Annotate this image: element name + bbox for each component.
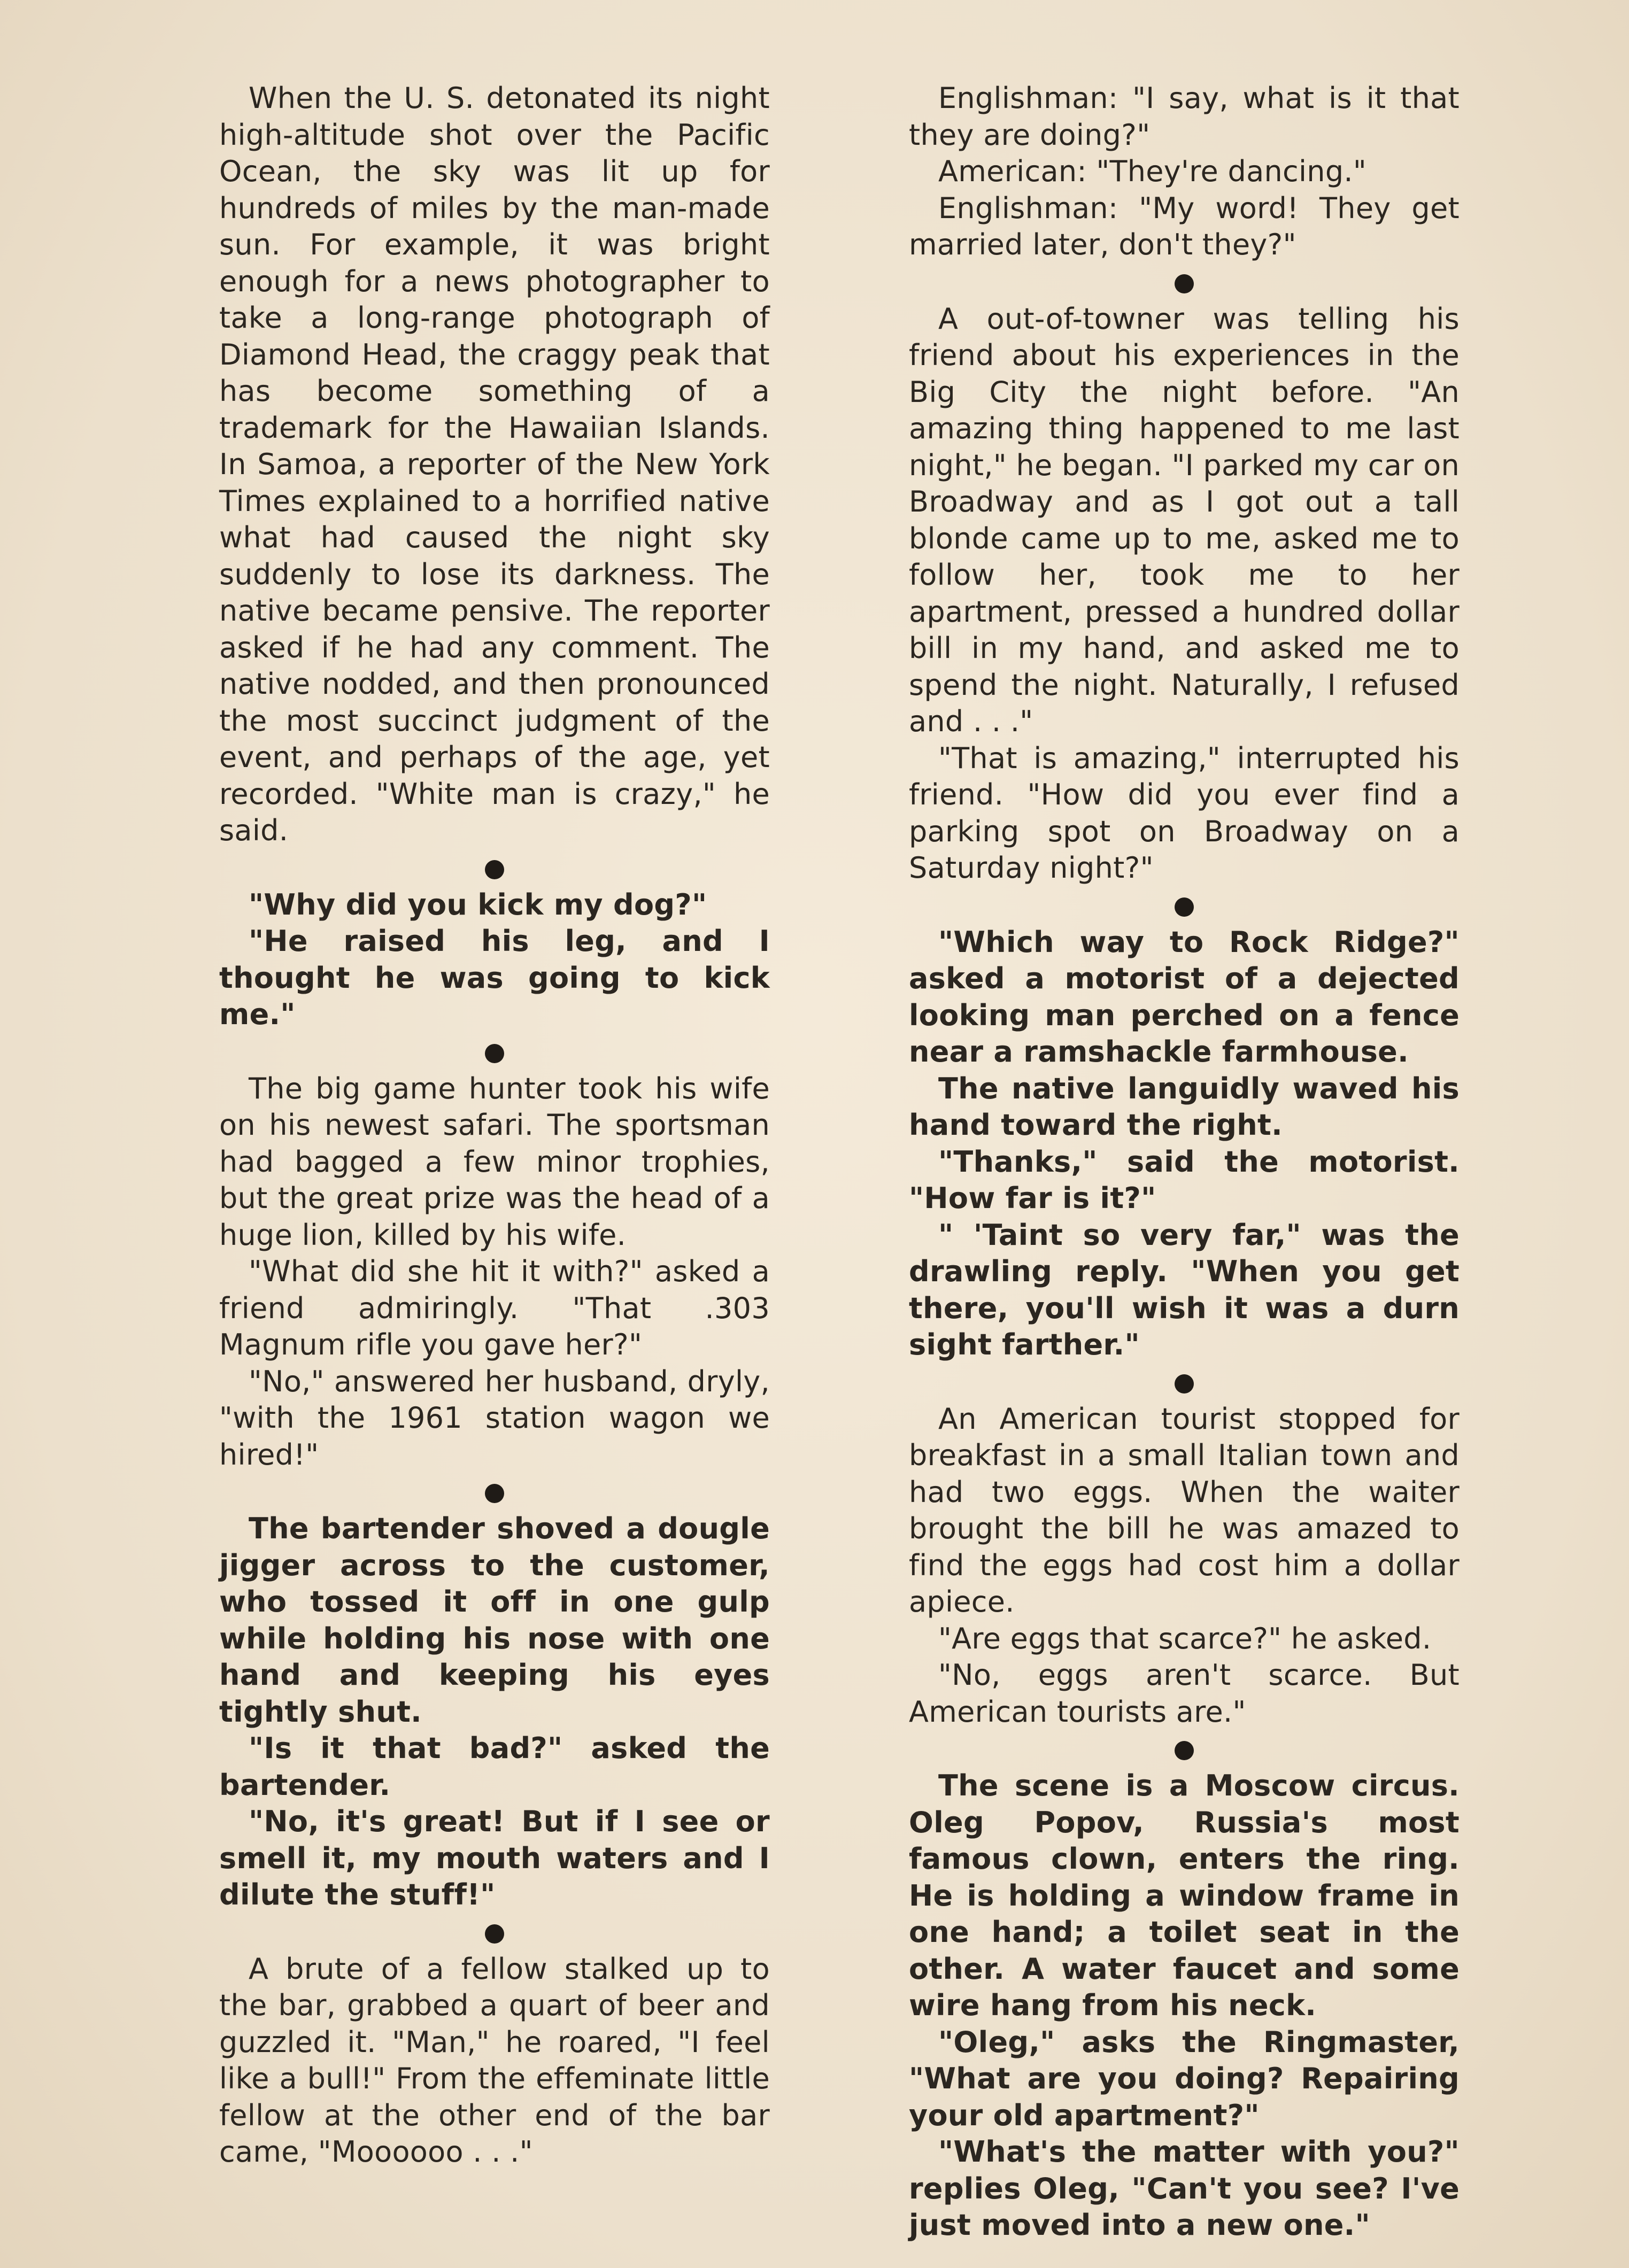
paragraph: American: "They're dancing." xyxy=(938,154,1366,188)
paragraph: A brute of a fellow stalked up to the bar, grabbed a quart of beer and guzzled it. "Man," he roared, "I feel like a bull!" From the effeminate little fellow at the other end of the bar came, "Moooooo . . ." xyxy=(219,1952,770,2169)
anecdote-italian-eggs xyxy=(909,1401,1460,1731)
anecdote-moscow-circus xyxy=(909,1768,1460,2244)
paragraph: "Why did you kick my dog?" xyxy=(249,887,707,922)
anecdote-englishman xyxy=(909,80,1460,264)
paragraph: "What's the matter with you?" replies Oleg, "Can't you see? I've just moved into a new one." xyxy=(909,2135,1460,2242)
paragraph: "Oleg," asks the Ringmaster, "What are you doing? Repairing your old apartment?" xyxy=(909,2025,1460,2132)
anecdote-bartender xyxy=(219,1511,770,1914)
paragraph: "No, it's great! But if I see or smell it, my mouth waters and I dilute the stuff!" xyxy=(219,1805,770,1911)
paragraph: A out-of-towner was telling his friend about his experiences in the Big City the night before. "An amazing thing happened to me last night," he began. "I parked my car on Broadway and as I got out a tall blonde came up to me, asked me to follow her, took me to her apartment, pressed a hundred dollar bill in my hand, and asked me to spend the night. Naturally, I refused and . . ." xyxy=(909,301,1460,738)
paragraph: The big game hunter took his wife on his newest safari. The sportsman had bagged a few minor trophies, but the great prize was the head of a huge lion, killed by his wife. xyxy=(219,1071,770,1252)
paragraph: " 'Taint so very far," was the drawling reply. "When you get there, you'll wish it was a durn sight farther." xyxy=(909,1218,1460,1361)
paragraph: "Is it that bad?" asked the bartender. xyxy=(219,1731,770,1802)
paragraph: "That is amazing," interrupted his friend. "How did you ever find a parking spot on Broadway on a Saturday night?" xyxy=(909,741,1460,885)
paragraph: "Are eggs that scarce?" he asked. xyxy=(938,1621,1432,1655)
paragraph: Englishman: "I say, what is it that they are doing?" xyxy=(909,81,1460,152)
paragraph: The bartender shoved a dougle jigger across to the customer, who tossed it off in one gulp while holding his nose with one hand and keeping his eyes tightly shut. xyxy=(219,1512,770,1729)
left-column xyxy=(219,80,770,2171)
anecdote-nuclear-test xyxy=(219,80,770,849)
anecdote-out-of-towner xyxy=(909,301,1460,887)
right-column xyxy=(909,80,1460,2244)
section-separator-dot xyxy=(485,1044,504,1063)
paragraph: "No, eggs aren't scarce. But American tourists are." xyxy=(909,1658,1460,1729)
paragraph: "What did she hit it with?" asked a friend admiringly. "That .303 Magnum rifle you gave her?" xyxy=(219,1255,770,1361)
section-separator-dot xyxy=(1175,1374,1194,1394)
anecdote-safari xyxy=(219,1071,770,1474)
section-separator-dot xyxy=(1175,274,1194,293)
section-separator-dot xyxy=(1175,897,1194,917)
paragraph: "No," answered her husband, dryly, "with the 1961 station wagon we hired!" xyxy=(219,1364,770,1472)
section-separator-dot xyxy=(485,1924,504,1944)
paragraph: An American tourist stopped for breakfast in a small Italian town and had two eggs. When the waiter brought the bill he was amazed to find the eggs had cost him a dollar apiece. xyxy=(909,1402,1460,1619)
section-separator-dot xyxy=(1175,1741,1194,1760)
paragraph: The scene is a Moscow circus. Oleg Popov, Russia's most famous clown, enters the ring. He is holding a window frame in one hand; a toilet seat in the other. A water faucet and some wire hang from his neck. xyxy=(909,1769,1460,2022)
paragraph: "He raised his leg, and I thought he was going to kick me." xyxy=(219,924,770,1031)
paragraph: When the U. S. detonated its night high-altitude shot over the Pacific Ocean, the sky was lit up for hundreds of miles by the man-made sun. For example, it was bright enough for a news photographer to take a long-range photograph of Diamond Head, the craggy peak that has become something of a trademark for the Hawaiian Islands. In Samoa, a reporter of the New York Times explained to a horrified native what had caused the night sky suddenly to lose its darkness. The native became pensive. The reporter asked if he had any comment. The native nodded, and then pronounced the most succinct judgment of the event, and perhaps of the age, yet recorded. "White man is crazy," he said. xyxy=(219,81,770,847)
anecdote-rock-ridge xyxy=(909,924,1460,1364)
anecdote-kick-dog xyxy=(219,887,770,1033)
paragraph: "Which way to Rock Ridge?" asked a motorist of a dejected looking man perched on a fence near a ramshackle farmhouse. xyxy=(909,925,1460,1069)
anecdote-bull xyxy=(219,1951,770,2171)
paragraph: The native languidly waved his hand toward the right. xyxy=(909,1071,1460,1142)
paragraph: Englishman: "My word! They get married later, don't they?" xyxy=(909,191,1460,261)
paragraph: "Thanks," said the motorist. "How far is it?" xyxy=(909,1144,1460,1215)
section-separator-dot xyxy=(485,860,504,879)
section-separator-dot xyxy=(485,1484,504,1503)
